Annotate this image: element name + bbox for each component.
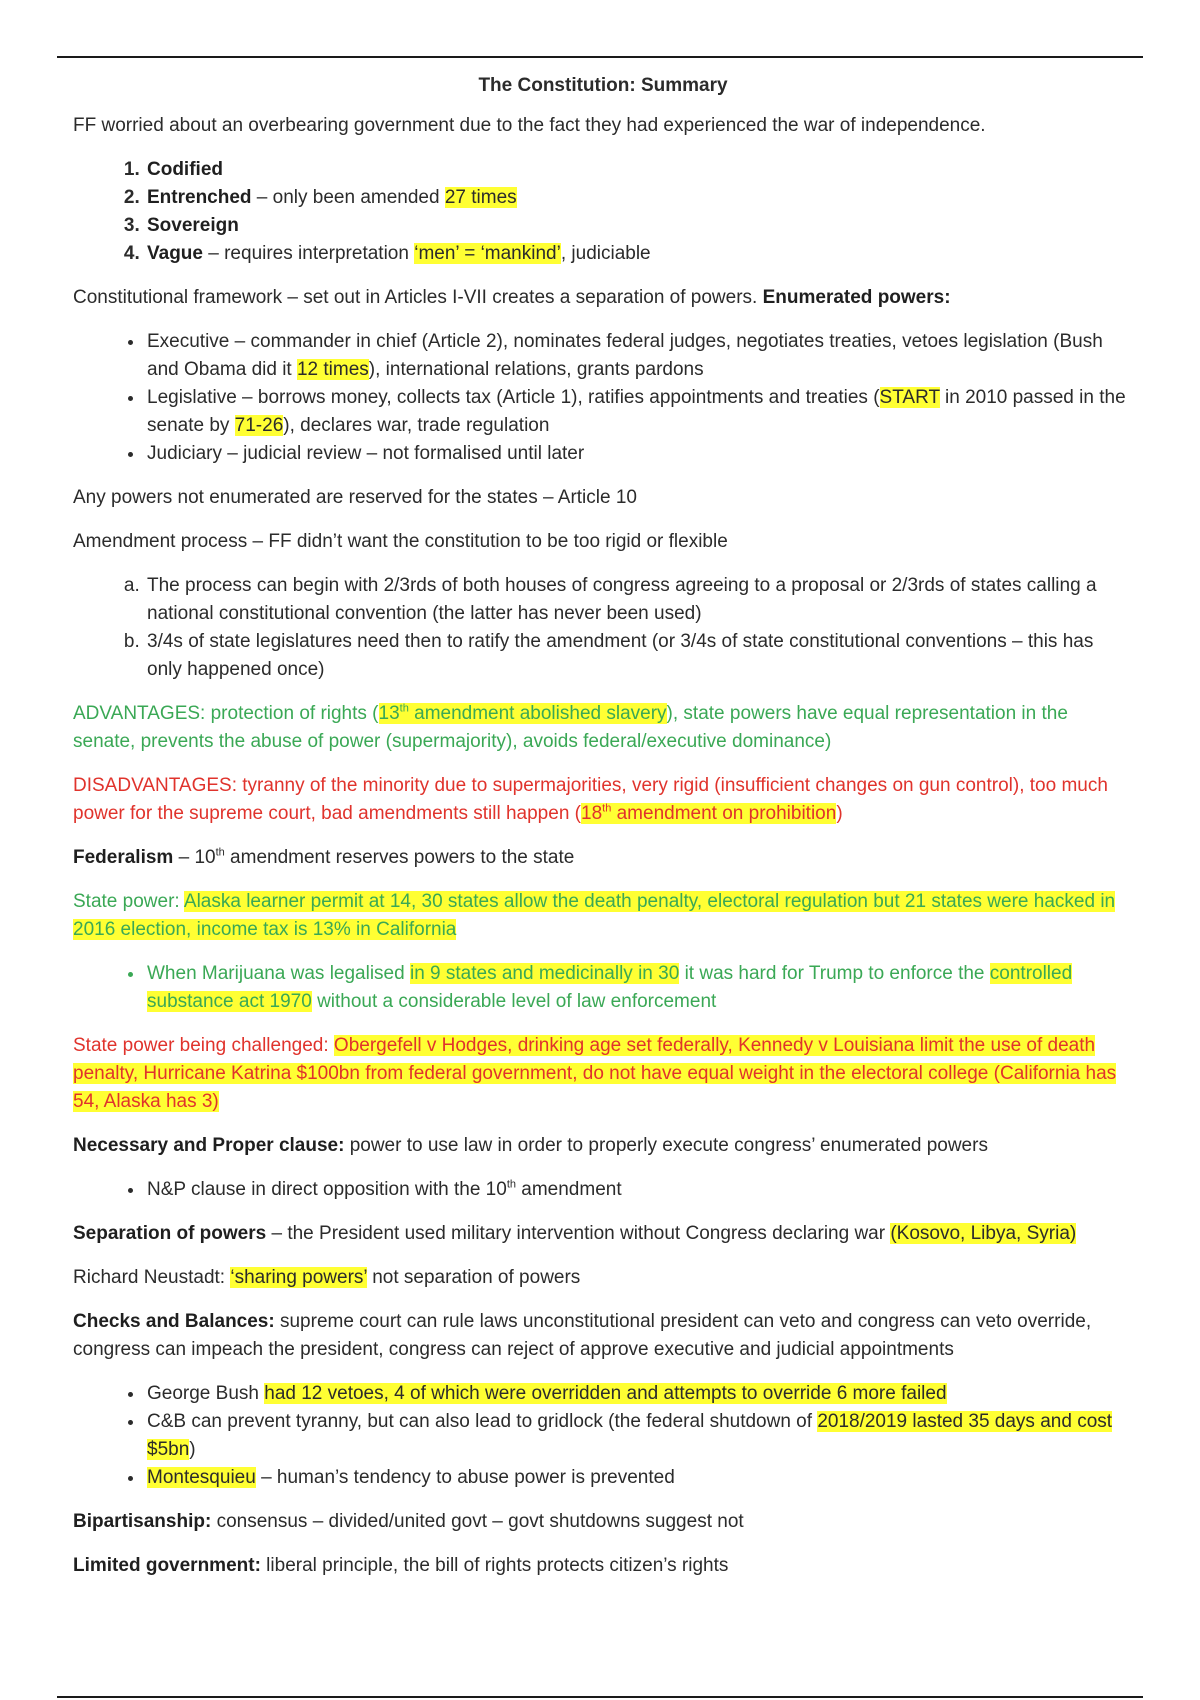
branches-list bbox=[73, 328, 1133, 468]
features-list bbox=[73, 156, 1133, 268]
highlight: (Kosovo, Libya, Syria) bbox=[890, 1223, 1077, 1244]
state-power-challenged-paragraph: State power being challenged: Obergefell v Hodges, drinking age set federally, Kennedy v Louisiana limit the use of death penalty, Hurricane Katrina $100bn from federal government, do not have equal weight in the electoral college (California has 54, Alaska has 3) bbox=[73, 1035, 1117, 1112]
np-clause-list bbox=[73, 1176, 1133, 1204]
list-item: 2. Entrenched – only been amended 27 times bbox=[145, 184, 1133, 212]
list-item: • Judiciary – judicial review – not formalised until later bbox=[145, 440, 1133, 468]
highlight: 71-26 bbox=[234, 415, 284, 436]
checks-paragraph: Checks and Balances: supreme court can rule laws unconstitutional president can veto and congress can veto override, congress can impeach the president, congress can reject of approve executive and judicial appointments bbox=[73, 1311, 1092, 1360]
list-item: • C&B can prevent tyranny, but can also lead to gridlock (the federal shutdown of 2018/2019 lasted 35 days and cost $5bn) bbox=[145, 1408, 1133, 1464]
highlight: START bbox=[879, 387, 940, 408]
top-rule bbox=[57, 56, 1143, 58]
list-item: • Montesquieu – human’s tendency to abuse power is prevented bbox=[145, 1464, 1133, 1492]
highlight: ‘men’ = ‘mankind’ bbox=[414, 243, 561, 264]
highlight: controlled substance act 1970 bbox=[147, 963, 1073, 1012]
highlight: Obergefell v Hodges, drinking age set federally, Kennedy v Louisiana limit the use of death penalty, Hurricane Katrina $100bn from federal government, do not have equal weight in the electoral college (California has 54, Alaska has 3) bbox=[73, 1035, 1117, 1112]
list-item: 1. Codified bbox=[145, 156, 1133, 184]
highlight: 13th amendment abolished slavery bbox=[378, 702, 667, 724]
highlight: 2018/2019 lasted 35 days and cost $5bn bbox=[147, 1411, 1113, 1460]
framework-paragraph: Constitutional framework – set out in Articles I-VII creates a separation of powers. Enumerated powers: bbox=[73, 287, 951, 308]
highlight: 12 times bbox=[296, 359, 369, 380]
state-power-paragraph: State power: Alaska learner permit at 14, 30 states allow the death penalty, electoral regulation but 21 states were hacked in 2016 election, income tax is 13% in California bbox=[73, 891, 1116, 940]
list-item: 4. Vague – requires interpretation ‘men’ = ‘mankind’, judiciable bbox=[145, 240, 1133, 268]
list-item: 3. Sovereign bbox=[145, 212, 1133, 240]
highlight: Alaska learner permit at 14, 30 states allow the death penalty, electoral regulation but 21 states were hacked in 2016 election, income tax is 13% in California bbox=[73, 891, 1116, 940]
reserved-paragraph: Any powers not enumerated are reserved for the states – Article 10 bbox=[73, 487, 637, 508]
highlight: 18th amendment on prohibition bbox=[581, 802, 837, 824]
list-item: • George Bush had 12 vetoes, 4 of which were overridden and attempts to override 6 more failed bbox=[145, 1380, 1133, 1408]
limited-government-paragraph: Limited government: liberal principle, the bill of rights protects citizen’s rights bbox=[73, 1555, 729, 1576]
advantages-paragraph: ADVANTAGES: protection of rights (13th amendment abolished slavery), state powers have equal representation in the senate, prevents the abuse of power (supermajority), avoids federal/executive dominance) bbox=[73, 702, 1068, 752]
neustadt-paragraph: Richard Neustadt: ‘sharing powers’ not separation of powers bbox=[73, 1267, 581, 1288]
list-item: • N&P clause in direct opposition with the 10th amendment bbox=[145, 1176, 1133, 1204]
document-body bbox=[73, 72, 1133, 1596]
highlight: ‘sharing powers’ bbox=[230, 1267, 367, 1288]
disadvantages-paragraph: DISADVANTAGES: tyranny of the minority due to supermajorities, very rigid (insufficient changes on gun control), too much power for the supreme court, bad amendments still happen (18th amendment on prohibition) bbox=[73, 775, 1108, 824]
separation-paragraph: Separation of powers – the President used military intervention without Congress declaring war (Kosovo, Libya, Syria) bbox=[73, 1223, 1077, 1244]
np-clause-paragraph: Necessary and Proper clause: power to use law in order to properly execute congress’ enumerated powers bbox=[73, 1135, 988, 1156]
page-title: The Constitution: Summary bbox=[478, 75, 728, 96]
federalism-paragraph: Federalism – 10th amendment reserves powers to the state bbox=[73, 846, 575, 868]
intro-paragraph: FF worried about an overbearing government due to the fact they had experienced the war of independence. bbox=[73, 115, 986, 136]
amendment-steps-list bbox=[73, 572, 1133, 684]
bottom-rule bbox=[57, 1696, 1143, 1698]
highlight: had 12 vetoes, 4 of which were overridden and attempts to override 6 more failed bbox=[264, 1383, 947, 1404]
highlight: Montesquieu bbox=[147, 1467, 256, 1488]
checks-list bbox=[73, 1380, 1133, 1492]
list-item: b. 3/4s of state legislatures need then to ratify the amendment (or 3/4s of state constitutional conventions – this has only happened once) bbox=[145, 628, 1133, 684]
list-item: • Executive – commander in chief (Article 2), nominates federal judges, negotiates treaties, vetoes legislation (Bush and Obama did it 12 times), international relations, grants pardons bbox=[145, 328, 1133, 384]
list-item: a. The process can begin with 2/3rds of both houses of congress agreeing to a proposal or 2/3rds of states calling a national constitutional convention (the latter has never been used) bbox=[145, 572, 1133, 628]
marijuana-list bbox=[73, 960, 1133, 1016]
list-item: • Legislative – borrows money, collects tax (Article 1), ratifies appointments and treaties (START in 2010 passed in the senate by 71-26), declares war, trade regulation bbox=[145, 384, 1133, 440]
highlight: in 9 states and medicinally in 30 bbox=[409, 963, 680, 984]
list-item: • When Marijuana was legalised in 9 states and medicinally in 30 it was hard for Trump to enforce the controlled substance act 1970 without a considerable level of law enforcement bbox=[145, 960, 1133, 1016]
bipartisanship-paragraph: Bipartisanship: consensus – divided/united govt – govt shutdowns suggest not bbox=[73, 1511, 744, 1532]
highlight: 27 times bbox=[444, 187, 517, 208]
amendment-paragraph: Amendment process – FF didn’t want the constitution to be too rigid or flexible bbox=[73, 531, 728, 552]
